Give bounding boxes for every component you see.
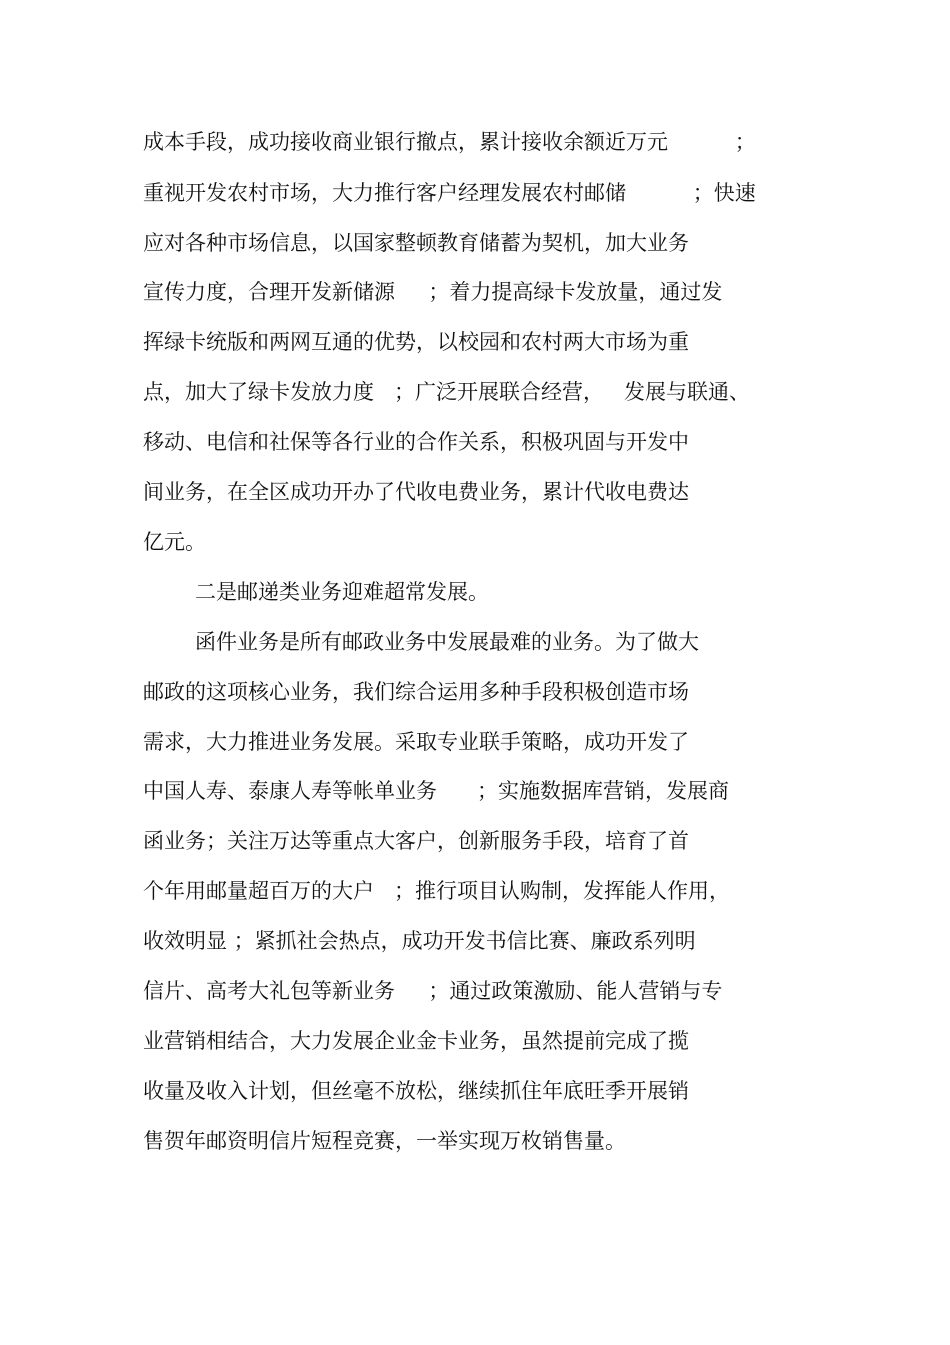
section-heading: 二是邮递类业务迎难超常发展。 bbox=[195, 580, 489, 604]
paragraph-line: 邮政的这项核心业务，我们综合运用多种手段积极创造市场 bbox=[143, 680, 689, 704]
paragraph-line: 售贺年邮资明信片短程竞赛，一举实现万枚销售量。 bbox=[143, 1129, 626, 1153]
paragraph-line: 函业务；关注万达等重点大客户，创新服务手段，培育了首 bbox=[143, 829, 689, 853]
paragraph-line: 亿元。 bbox=[143, 530, 206, 554]
paragraph-line: 业营销相结合，大力发展企业金卡业务，虽然提前完成了揽 bbox=[143, 1029, 689, 1053]
paragraph-line: 收量及收入计划，但丝毫不放松，继续抓住年底旺季开展销 bbox=[143, 1079, 689, 1103]
paragraph-line: 个年用邮量超百万的大户 ；推行项目认购制，发挥能人作用， bbox=[143, 879, 731, 903]
paragraph-line: 挥绿卡统版和两网互通的优势，以校园和农村两大市场为重 bbox=[143, 330, 689, 354]
paragraph-line: 收效明显 ；紧抓社会热点，成功开发书信比赛、廉政系列明 bbox=[143, 929, 696, 953]
paragraph-line: 间业务，在全区成功开办了代收电费业务，累计代收电费达 bbox=[143, 480, 689, 504]
paragraph-line: 重视开发农村市场，大力推行客户经理发展农村邮储 ；快速 bbox=[143, 181, 756, 205]
paragraph-line: 中国人寿、泰康人寿等帐单业务 ；实施数据库营销，发展商 bbox=[143, 779, 730, 803]
paragraph-line: 点，加大了绿卡发放力度 ；广泛开展联合经营， 发展与联通、 bbox=[143, 380, 751, 404]
paragraph-line: 函件业务是所有邮政业务中发展最难的业务。为了做大 bbox=[195, 630, 699, 654]
paragraph-line: 移动、电信和社保等各行业的合作关系，积极巩固与开发中 bbox=[143, 430, 689, 454]
paragraph-line: 宣传力度，合理开发新储源 ；着力提高绿卡发放量，通过发 bbox=[143, 280, 723, 304]
paragraph-line: 需求，大力推进业务发展。采取专业联手策略，成功开发了 bbox=[143, 730, 689, 754]
paragraph-line: 应对各种市场信息，以国家整顿教育储蓄为契机，加大业务 bbox=[143, 231, 689, 255]
paragraph-line: 成本手段，成功接收商业银行撤点，累计接收余额近万元 ； bbox=[143, 130, 756, 154]
paragraph-line: 信片、高考大礼包等新业务 ；通过政策激励、能人营销与专 bbox=[143, 979, 723, 1003]
